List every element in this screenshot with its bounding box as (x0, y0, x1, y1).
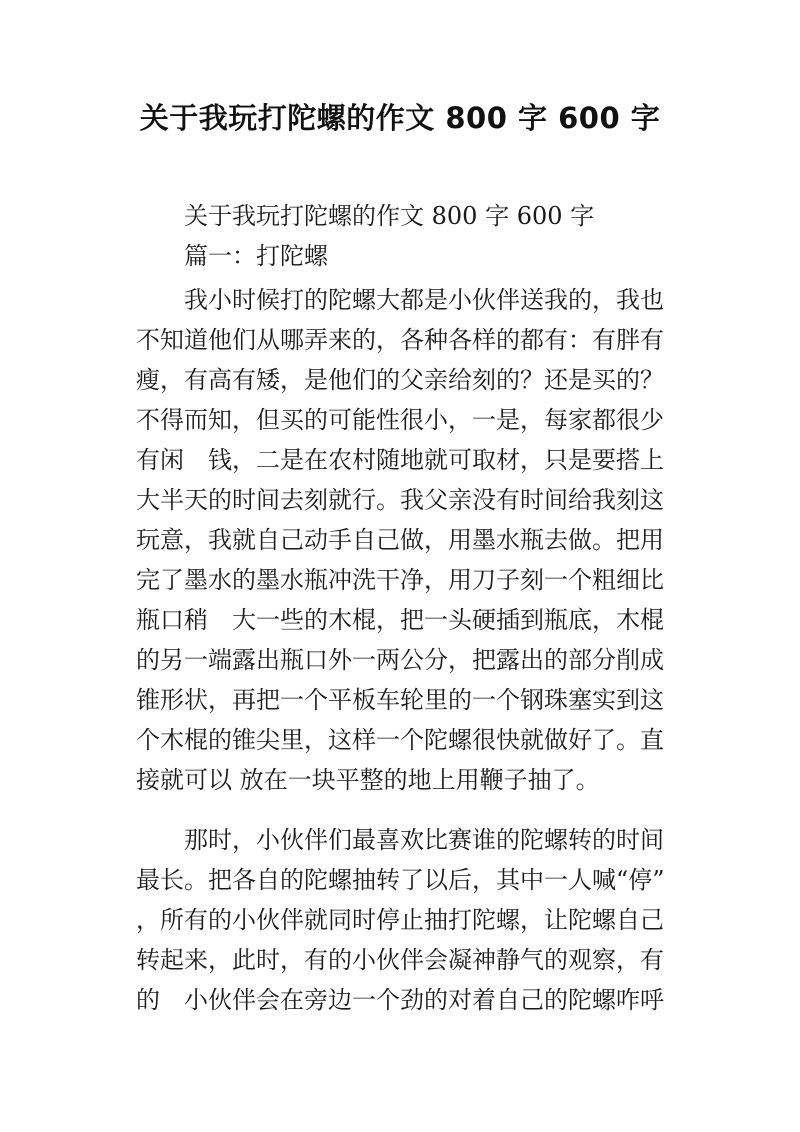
paragraph-1-line: 大半天的时间去刻就行。我父亲没有时间给我刻这 (136, 486, 664, 514)
section-heading: 篇一：打陀螺 (184, 242, 328, 270)
paragraph-1-line: 完了墨水的墨水瓶冲洗干净，用刀子刻一个粗细比 (136, 566, 664, 594)
paragraph-1-line: 个木棍的锥尖里，这样一个陀螺很快就做好了。直 (136, 726, 664, 754)
paragraph-1-line: 不得而知，但买的可能性很小，一是，每家都很少 (136, 406, 664, 434)
paragraph-1-line: 接就可以 放在一块平整的地上用鞭子抽了。 (136, 766, 600, 794)
paragraph-2-line: 最长。把各自的陀螺抽转了以后，其中一人喊“停” (136, 866, 665, 894)
paragraph-1-line: 瓶口稍 大一些的木棍，把一头硬插到瓶底，木棍 (136, 606, 664, 634)
paragraph-2-line: ，所有的小伙伴就同时停止抽打陀螺，让陀螺自己 (136, 906, 664, 934)
paragraph-1-line: 玩意，我就自己动手自己做，用墨水瓶去做。把用 (136, 526, 664, 554)
paragraph-1-line: 锥形状，再把一个平板车轮里的一个钢珠塞实到这 (136, 686, 664, 714)
paragraph-1-line: 的另一端露出瓶口外一两公分，把露出的部分削成 (136, 646, 664, 674)
paragraph-2-line: 的 小伙伴会在旁边一个劲的对着自己的陀螺咋呼 (136, 986, 664, 1014)
document-subtitle: 关于我玩打陀螺的作文 800 字 600 字 (184, 202, 595, 230)
paragraph-1-line: 不知道他们从哪弄来的，各种各样的都有：有胖有 (136, 326, 664, 354)
paragraph-1-line: 瘦，有高有矮，是他们的父亲给刻的？还是买的？ (136, 366, 664, 394)
paragraph-1-line: 有闲 钱，二是在农村随地就可取材，只是要搭上 (136, 446, 664, 474)
paragraph-2-line: 转起来，此时，有的小伙伴会凝神静气的观察，有 (136, 946, 664, 974)
document-title: 关于我玩打陀螺的作文 800 字 600 字 (139, 101, 661, 135)
paragraph-1-line: 我小时候打的陀螺大都是小伙伴送我的，我也 (184, 286, 664, 314)
paragraph-2-line: 那时，小伙伴们最喜欢比赛谁的陀螺转的时间 (184, 826, 664, 854)
